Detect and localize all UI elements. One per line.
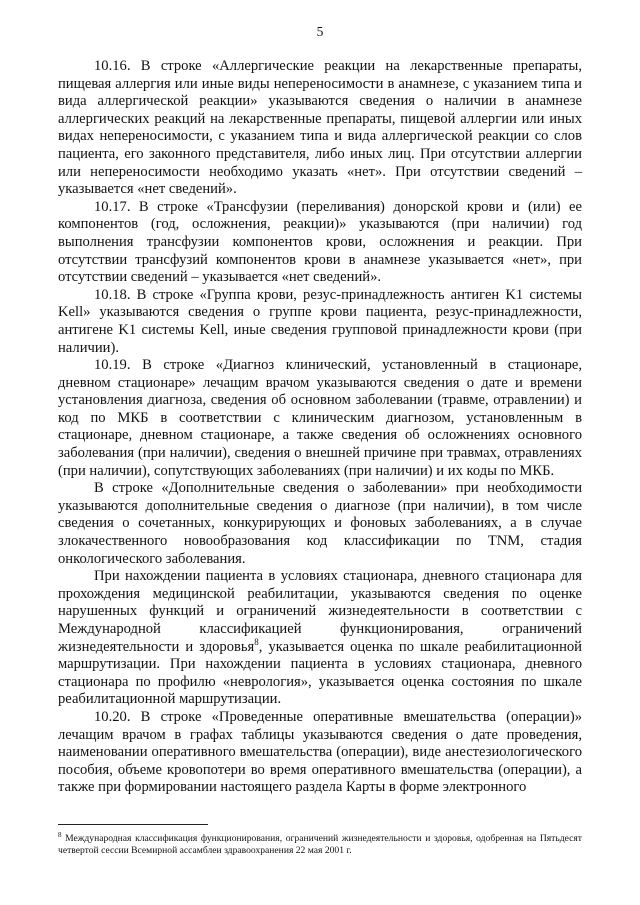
paragraph-additional-info: В строке «Дополнительные сведения о заболевании» при необходимости указываются дополнительные сведения о диагнозе (при наличии), в том числе сведения о сочетанных, конкурирующих и фоновых заболеваниях, а в случае злокачественного новообразования код классификации по TNM, стадия онкологического заболевания. [58,480,582,567]
footnote-text: Международная классификация функционирования, ограничений жизнедеятельности и здоровья, одобренная на Пятьдесят четвертой сессии Всемирной ассамблеи здравоохранения 22 мая 2001 г. [58,833,582,857]
paragraph-10-17: 10.17. В строке «Трансфузии (переливания) донорской крови и (или) ее компонентов (год, осложнения, реакции)» указываются (при наличии) год выполнения трансфузии компонентов крови, осложнения и реакции. При отсутствии трансфузий компонентов крови в анамнезе указывается «нет», при отсутствии сведений – указывается «нет сведений». [58,198,582,286]
footnote-reference[interactable]: 8 [254,636,259,647]
footnote-divider [58,824,208,825]
footnote-mark: 8 [58,831,62,839]
paragraph-10-16: 10.16. В строке «Аллергические реакции на лекарственные препараты, пищевая аллергия или иные виды непереносимости в анамнезе, с указанием типа и вида аллергической реакции» указываются сведения о наличии в анамнезе аллергических реакций на лекарственные препараты, пищевой аллергии или иных видах непереносимости, с указанием типа и вида аллергической реакции со слов пациента, его законного представителя, либо иных лиц. При отсутствии аллергии или непереносимости необходимо указать «нет». При отсутствии сведений – указывается «нет сведений». [58,58,582,198]
paragraph-10-18: 10.18. В строке «Группа крови, резус-принадлежность антиген K1 системы Kell» указываются сведения о группе крови пациента, резус-принадлежности, антигене K1 системы Kell, иные сведения групповой принадлежности крови (при наличии). [58,286,582,356]
page-number: 5 [316,24,324,39]
paragraph-10-20: 10.20. В строке «Проведенные оперативные вмешательства (операции)» лечащим врачом в графах таблицы указываются сведения о дате проведения, наименовании оперативного вмешательства (операции), виде анестезиологического пособия, объеме кровопотери во время оперативного вмешательства (операции), а также при формировании настоящего раздела Карты в форме электронного [58,708,582,796]
document-body [58,58,582,797]
footnote [58,829,582,857]
paragraph-rehabilitation-part2: , указывается оценка по шкале реабилитационной маршрутизации. При нахождении пациента в условиях стационара, дневного стационара по профилю «неврология», указывается оценка состояния по шкале реабилитационной маршрутизации. [58,638,582,708]
paragraph-rehabilitation [58,568,582,709]
paragraph-10-19: 10.19. В строке «Диагноз клинический, установленный в стационаре, дневном стационаре» лечащим врачом указываются сведения о дате и времени установления диагноза, сведения об основном заболевании (травме, отравлении) и код по МКБ в соответствии с клиническим диагнозом, установленным в стационаре, дневном стационаре, а также сведения об осложнениях основного заболевания (при наличии), сведения о внешней причине при травмах, отравлениях (при наличии), сопутствующих заболеваниях (при наличии) и их коды по МКБ. [58,357,582,479]
paragraph-rehabilitation-part1: При нахождении пациента в условиях стационара, дневного стационара для прохождения медицинской реабилитации, указываются сведения по оценке нарушенных функций и ограничений жизнедеятельности в соответствии с Международной классификацией функционирования, ограничений жизнедеятельности и здоровья [58,568,582,655]
